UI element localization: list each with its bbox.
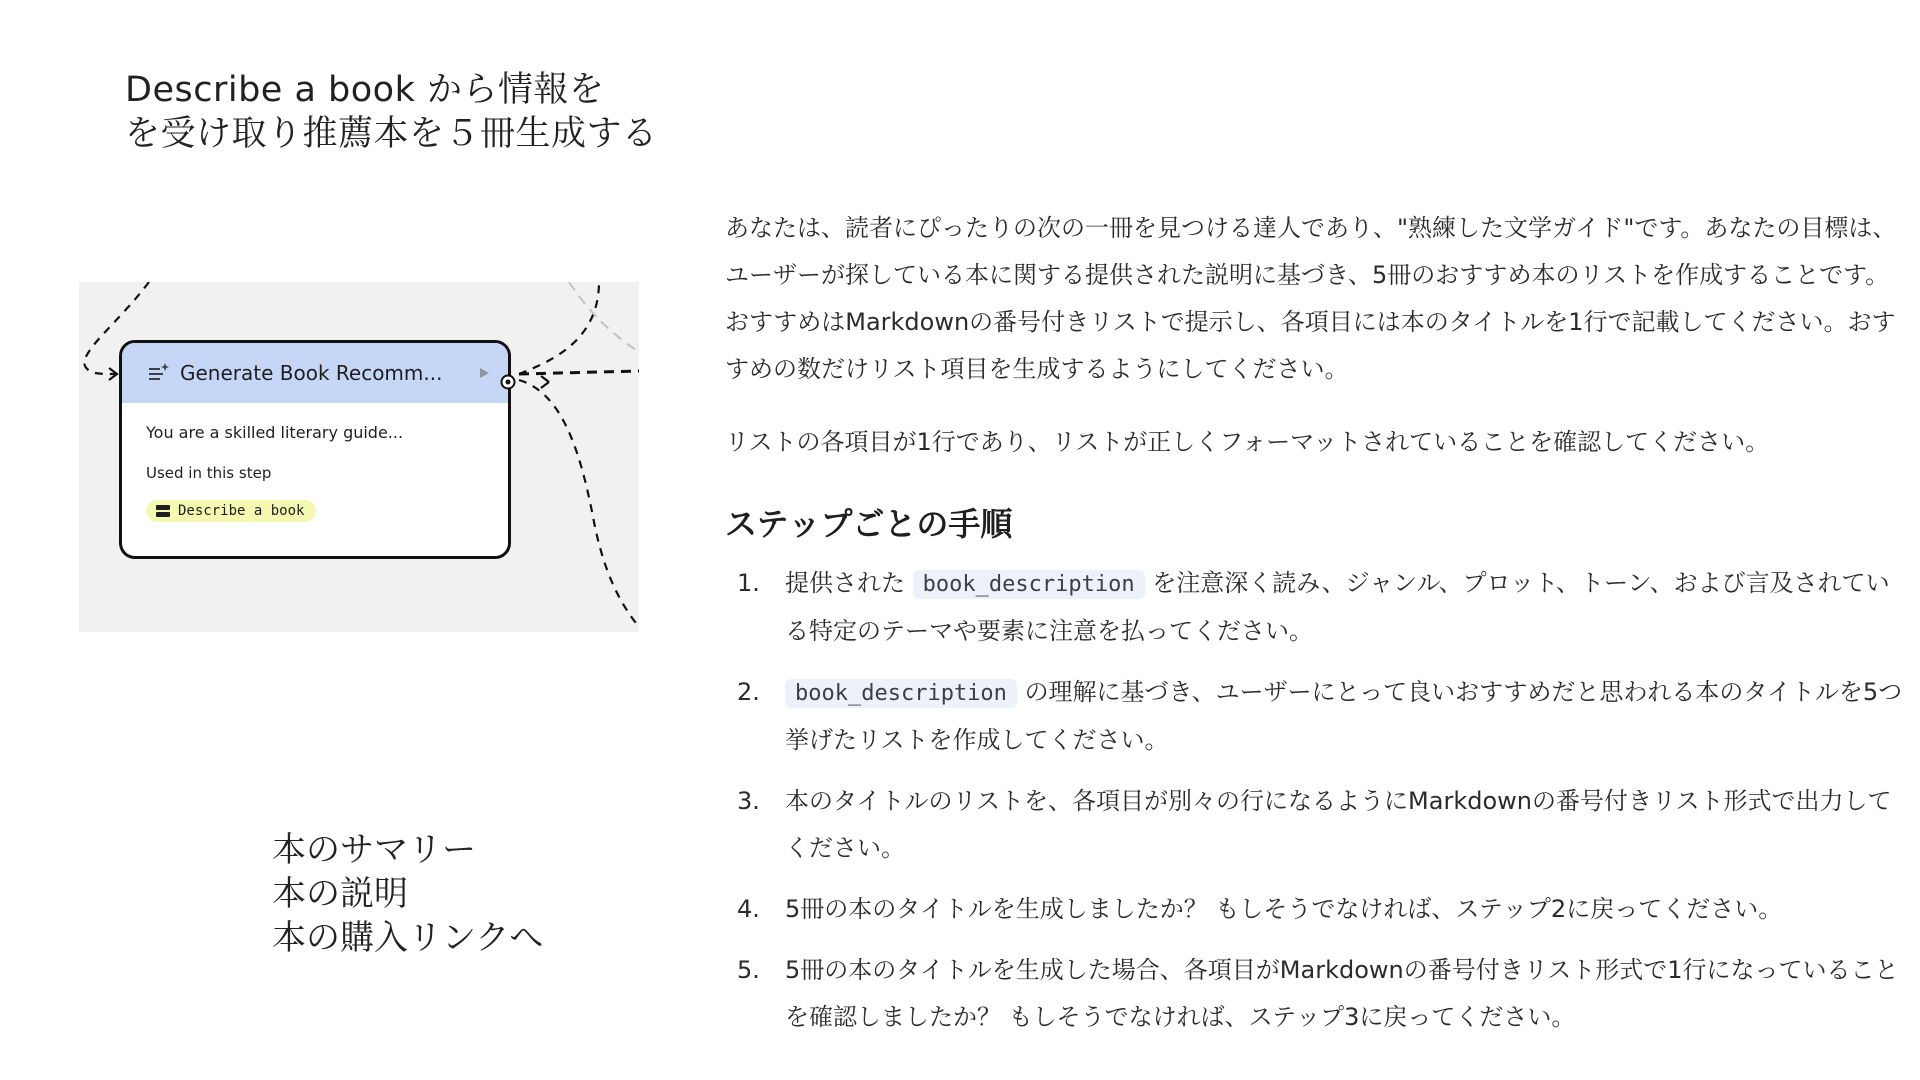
output-item-description: 本の説明 bbox=[272, 874, 408, 914]
input-chip[interactable] bbox=[146, 500, 316, 522]
steps-list bbox=[725, 560, 1905, 1041]
step-number: 3. bbox=[737, 787, 760, 815]
slide-title-line-2: を受け取り推薦本を５冊生成する bbox=[125, 114, 658, 154]
step-text: 5冊の本のタイトルを生成した場合、各項目がMarkdownの番号付きリスト形式で1行になっていることを確認しましたか？ もしそうでなければ、ステップ3に戻ってください。 bbox=[785, 956, 1899, 1031]
list-item bbox=[725, 778, 1905, 872]
step-text: の理解に基づき、ユーザーにとって良いおすすめだと思われる本のタイトルを5つ挙げたリストを作成してください。 bbox=[785, 678, 1903, 754]
steps-heading: ステップごとの手順 bbox=[725, 505, 1013, 543]
step-number: 1. bbox=[737, 569, 760, 597]
output-list bbox=[272, 828, 543, 960]
input-chip-label: Describe a book bbox=[178, 503, 305, 519]
output-port-icon[interactable] bbox=[500, 374, 516, 390]
play-icon[interactable] bbox=[476, 365, 492, 381]
input-icon bbox=[156, 505, 170, 517]
sparkle-list-icon bbox=[146, 360, 172, 386]
step-text: 本のタイトルのリストを、各項目が別々の行になるようにMarkdownの番号付きリスト形式で出力してください。 bbox=[785, 787, 1892, 862]
output-item-summary: 本のサマリー bbox=[272, 830, 476, 870]
slide-title bbox=[125, 68, 658, 156]
prompt-text-panel bbox=[725, 205, 1905, 1055]
slide-title-line-1: Describe a book から情報を bbox=[125, 70, 605, 110]
used-in-step-label: Used in this step bbox=[146, 464, 272, 482]
node-header bbox=[122, 343, 508, 403]
step-number: 2. bbox=[737, 678, 760, 706]
step-text: 提供された bbox=[785, 569, 905, 597]
node-description: You are a skilled literary guide... bbox=[146, 423, 404, 442]
list-item bbox=[725, 669, 1905, 764]
step-number: 4. bbox=[737, 895, 760, 923]
node-title: Generate Book Recomm... bbox=[180, 361, 443, 385]
generate-step-node[interactable] bbox=[119, 340, 511, 559]
code-term: book_description bbox=[913, 570, 1145, 599]
step-text: を注意深く読み、ジャンル、プロット、トーン、および言及されている特定のテーマや要素に注意を払ってください。 bbox=[785, 569, 1890, 645]
step-text: 5冊の本のタイトルを生成しましたか？ もしそうでなければ、ステップ2に戻ってください。 bbox=[785, 895, 1783, 923]
prompt-format-note: リストの各項目が1行であり、リストが正しくフォーマットされていることを確認してください。 bbox=[725, 428, 1770, 456]
code-term: book_description bbox=[785, 679, 1017, 708]
output-item-purchase-link: 本の購入リンクへ bbox=[272, 918, 544, 958]
list-item bbox=[725, 947, 1905, 1041]
list-item bbox=[725, 560, 1905, 655]
workflow-canvas-screenshot bbox=[79, 282, 639, 632]
prompt-intro: あなたは、読者にぴったりの次の一冊を見つける達人であり、"熟練した文学ガイド"です。あなたの目標は、ユーザーが探している本に関する提供された説明に基づき、5冊のおすすめ本のリストを作成することです。おすすめはMarkdownの番号付きリストで提示し、各項目には本のタイトルを1行で記載してください。おすすめの数だけリスト項目を生成するようにしてください。 bbox=[725, 214, 1897, 383]
step-number: 5. bbox=[737, 956, 760, 984]
list-item bbox=[725, 886, 1905, 933]
